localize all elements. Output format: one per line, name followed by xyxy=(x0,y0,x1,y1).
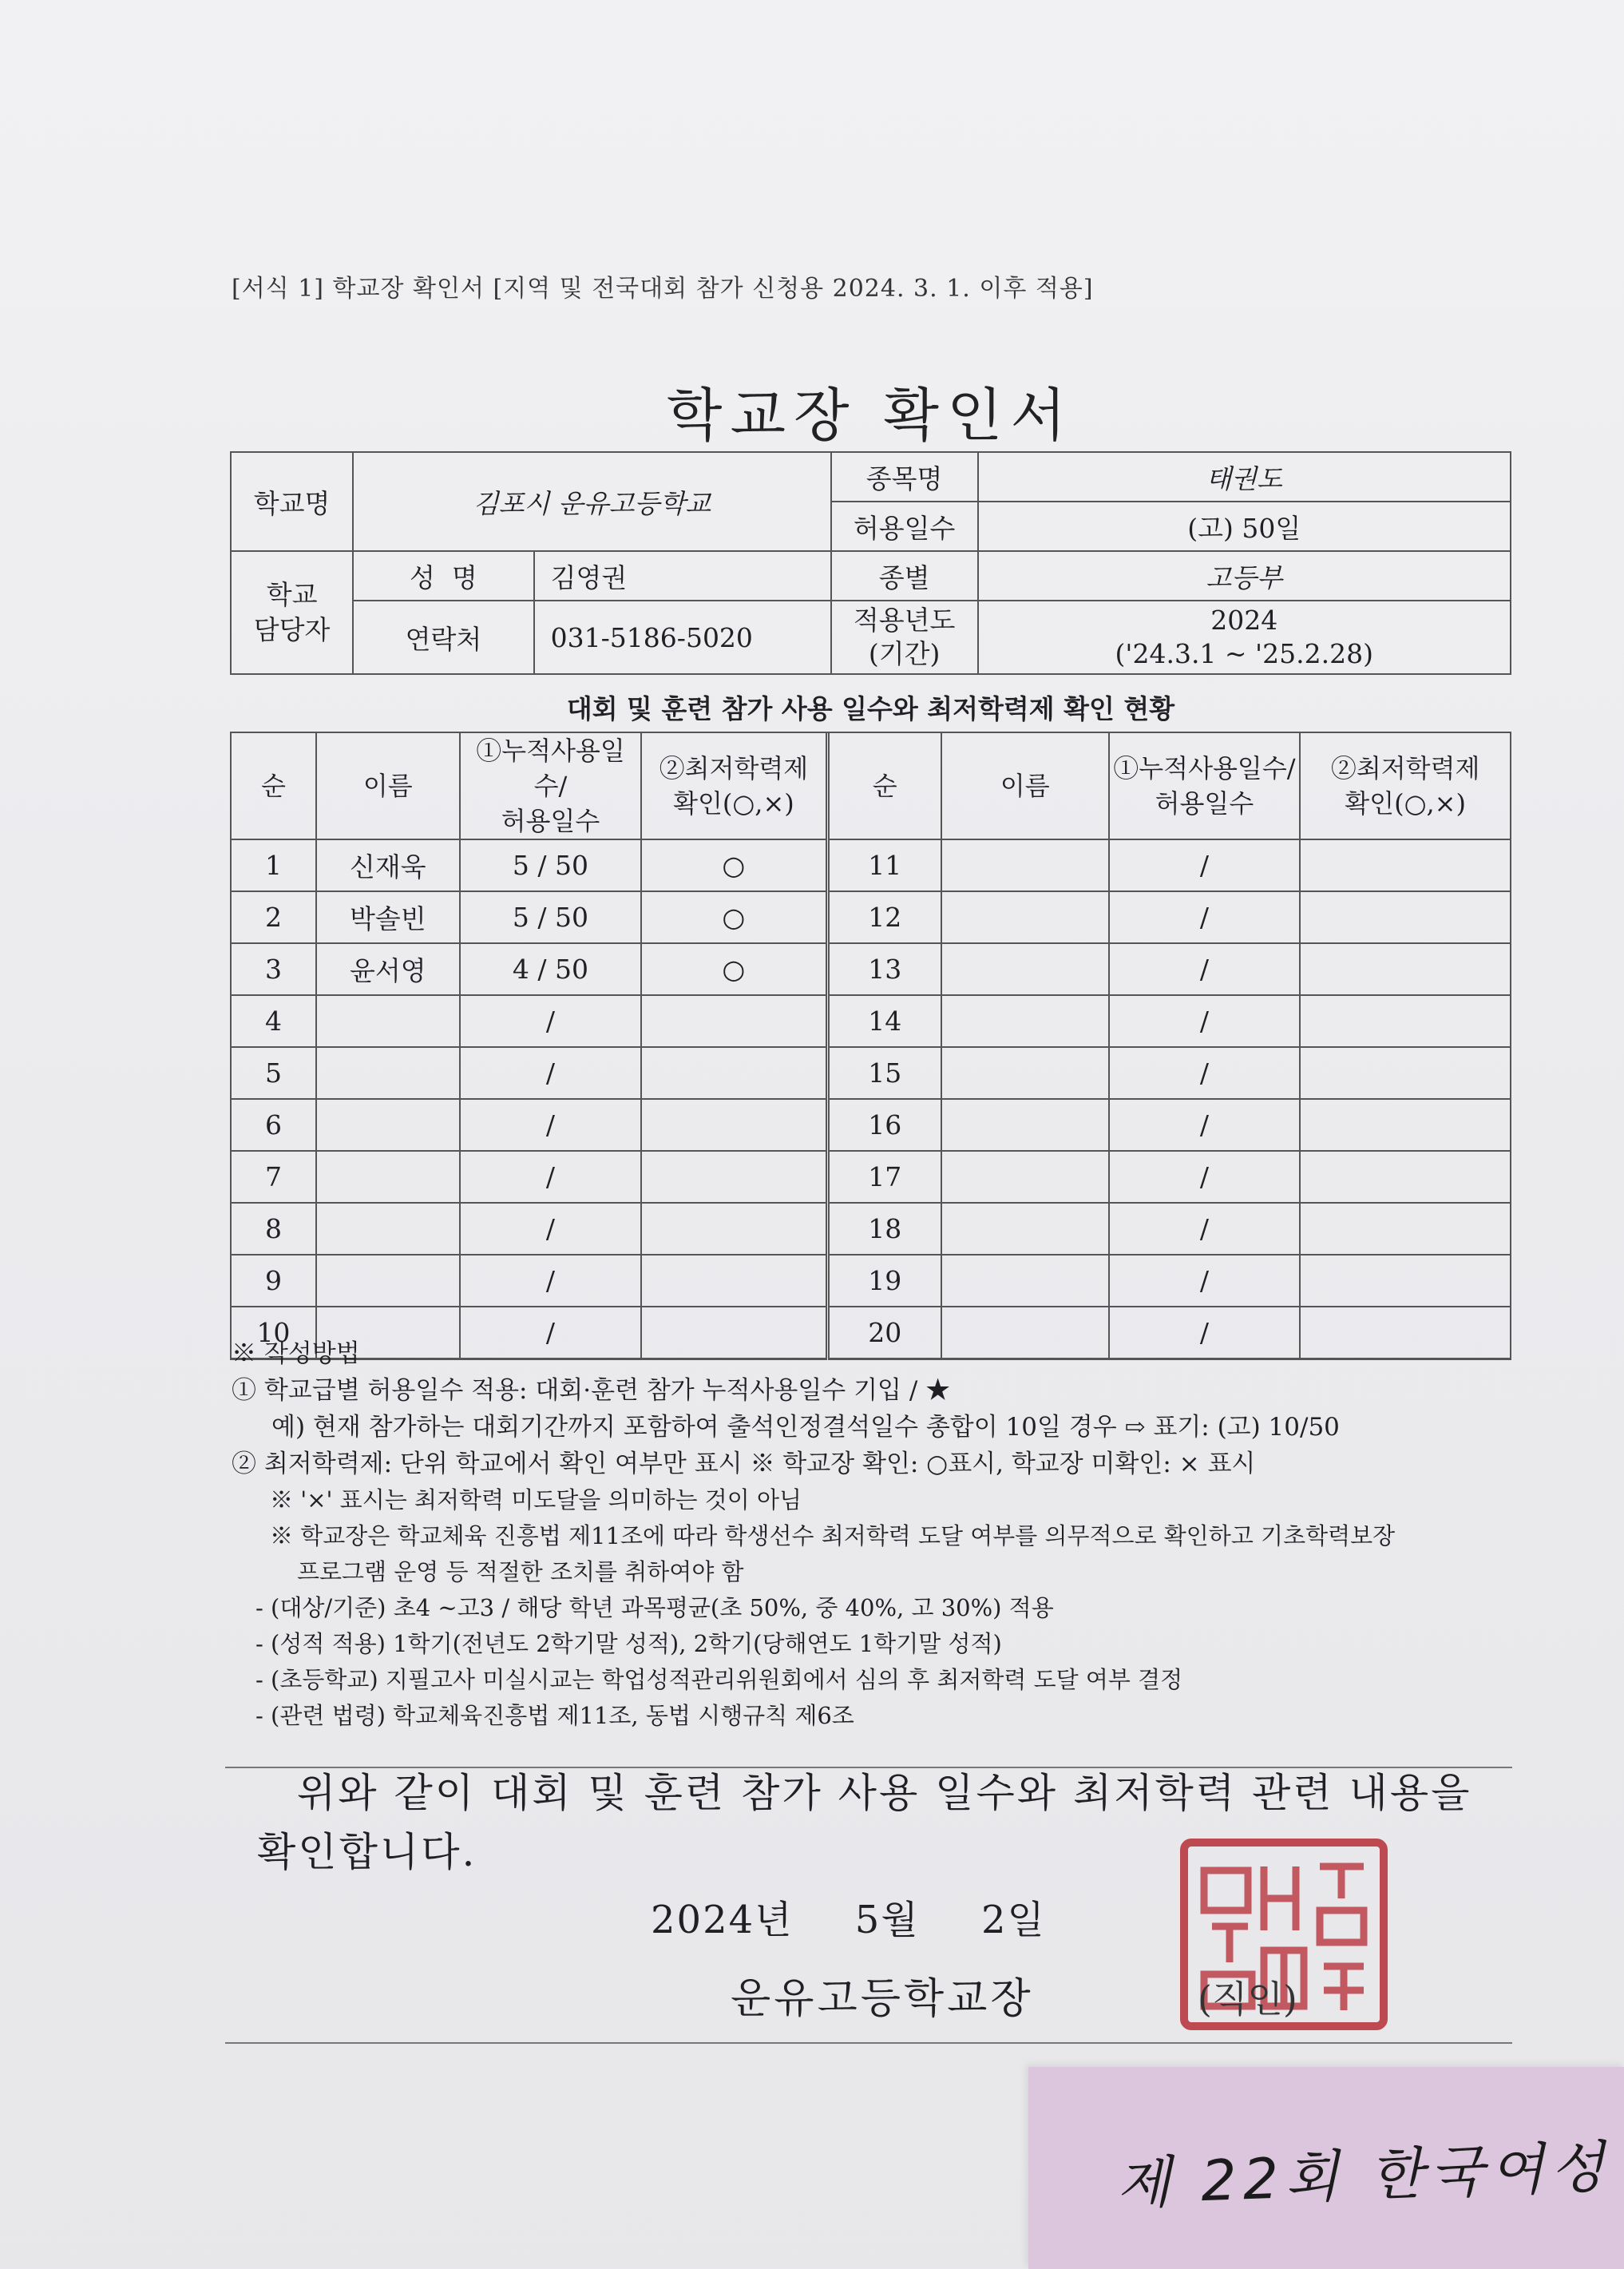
cell-days: / xyxy=(1109,1255,1301,1307)
cell-check xyxy=(641,1203,827,1255)
year-value: 2024 xyxy=(1210,605,1278,636)
cell-check xyxy=(1300,1099,1511,1151)
cell-name xyxy=(316,1047,460,1099)
cell-no: 4 xyxy=(231,995,316,1047)
notes xyxy=(232,1335,1395,1734)
cell-days: 5 / 50 xyxy=(460,839,642,891)
confirm-text: 위와 같이 대회 및 훈련 참가 사용 일수와 최저학력 관련 내용을 확인합니다. xyxy=(257,1770,1472,1875)
cell-no: 20 xyxy=(827,1307,941,1359)
col-check: ②최저학력제 확인(○,×) xyxy=(1300,732,1511,839)
note-2-a: ※ '×' 표시는 최저학력 미도달을 의미하는 것이 아님 xyxy=(270,1486,802,1513)
date-day: 2일 xyxy=(980,1898,1046,1942)
cell-no: 15 xyxy=(827,1047,941,1099)
issue-date xyxy=(651,1889,1094,1944)
cell-no: 2 xyxy=(231,891,316,943)
principal-name: 운유고등학교장 xyxy=(731,1975,1034,2023)
note-2: ② 최저학력제: 단위 학교에서 확인 여부만 표시 ※ 학교장 확인: ○표시, 학교장 미확인: × 표시 xyxy=(232,1450,1256,1478)
cell-name xyxy=(941,1255,1109,1307)
cell-no: 18 xyxy=(827,1203,941,1255)
category-label: 종별 xyxy=(831,551,978,601)
cell-days: / xyxy=(460,1255,642,1307)
cell-no: 19 xyxy=(827,1255,941,1307)
col-check: ②최저학력제 확인(○,×) xyxy=(641,732,827,839)
cell-no: 11 xyxy=(827,839,941,891)
col-name: 이름 xyxy=(316,732,460,839)
table-row xyxy=(231,839,1511,891)
contact-label: 연락처 xyxy=(353,601,533,674)
cell-no: 1 xyxy=(231,839,316,891)
cell-name xyxy=(941,839,1109,891)
cell-no: 16 xyxy=(827,1099,941,1151)
notes-heading: ※ 작성방법 xyxy=(232,1339,360,1368)
page-title: 학교장 확인서 xyxy=(666,382,1075,449)
cell-name xyxy=(941,1151,1109,1203)
cell-days: / xyxy=(460,995,642,1047)
cell-no: 10 xyxy=(231,1307,316,1359)
cell-name xyxy=(316,995,460,1047)
cell-days: / xyxy=(1109,1047,1301,1099)
cell-days: / xyxy=(460,1047,642,1099)
cell-no: 7 xyxy=(231,1151,316,1203)
cell-check xyxy=(641,1255,827,1307)
period-value: ('24.3.1 ~ '25.2.28) xyxy=(1115,638,1373,669)
col-days: ①누적사용일수/ 허용일수 xyxy=(1109,732,1301,839)
cell-check xyxy=(1300,1151,1511,1203)
cell-check xyxy=(641,995,827,1047)
cell-check xyxy=(1300,995,1511,1047)
cell-days: / xyxy=(1109,839,1301,891)
cell-check xyxy=(641,1151,827,1203)
note-detail-2: - (성적 적용) 1학기(전년도 2학기말 성적), 2학기(당해연도 1학기말 성적) xyxy=(255,1630,1002,1657)
name-value: 김영권 xyxy=(534,551,831,601)
table-row xyxy=(231,1203,1511,1255)
category-value: 고등부 xyxy=(978,551,1511,601)
cell-check xyxy=(1300,1047,1511,1099)
school-value: 김포시 운유고등학교 xyxy=(353,452,831,551)
name-label: 성 명 xyxy=(353,551,533,601)
divider-bottom xyxy=(225,2042,1512,2044)
cell-days: / xyxy=(460,1099,642,1151)
cell-name xyxy=(941,995,1109,1047)
cell-name xyxy=(316,1255,460,1307)
allowed-days-value: (고) 50일 xyxy=(978,502,1511,551)
cell-name xyxy=(941,943,1109,995)
year-cell xyxy=(978,601,1511,674)
cell-name xyxy=(316,1203,460,1255)
date-year: 2024년 xyxy=(651,1898,794,1942)
cell-name: 윤서영 xyxy=(316,943,460,995)
cell-name xyxy=(941,1099,1109,1151)
table-row xyxy=(231,1151,1511,1203)
col-no: 순 xyxy=(231,732,316,839)
cell-check xyxy=(1300,891,1511,943)
table-row xyxy=(231,1099,1511,1151)
note-detail-3: - (초등학교) 지필고사 미실시교는 학업성적관리위원회에서 심의 후 최저학력 도달 여부 결정 xyxy=(255,1666,1183,1693)
note-2-b: ※ 학교장은 학교체육 진흥법 제11조에 따라 학생선수 최저학력 도달 여부를 의무적으로 확인하고 기초학력보장 xyxy=(270,1522,1396,1549)
cell-days: / xyxy=(1109,891,1301,943)
cell-check xyxy=(1300,943,1511,995)
cell-no: 3 xyxy=(231,943,316,995)
cell-name xyxy=(941,1203,1109,1255)
cell-check xyxy=(1300,1255,1511,1307)
cell-no: 8 xyxy=(231,1203,316,1255)
cell-days: / xyxy=(1109,1307,1301,1359)
cell-check xyxy=(1300,839,1511,891)
cell-no: 6 xyxy=(231,1099,316,1151)
sticky-note-text: 제 22회 한국여성 xyxy=(1115,2134,1612,2217)
cell-days: 5 / 50 xyxy=(460,891,642,943)
note-detail-4: - (관련 법령) 학교체육진흥법 제11조, 동법 시행규칙 제6조 xyxy=(255,1702,854,1729)
cell-name xyxy=(316,1099,460,1151)
cell-name xyxy=(941,1047,1109,1099)
allowed-days-label: 허용일수 xyxy=(831,502,978,551)
cell-no: 17 xyxy=(827,1151,941,1203)
cell-no: 5 xyxy=(231,1047,316,1099)
info-table xyxy=(230,451,1511,675)
cell-check: ○ xyxy=(641,839,827,891)
cell-check xyxy=(641,1047,827,1099)
event-value: 태권도 xyxy=(978,452,1511,502)
cell-days: / xyxy=(1109,995,1301,1047)
cell-name xyxy=(316,1151,460,1203)
cell-name: 박솔빈 xyxy=(316,891,460,943)
cell-days: / xyxy=(1109,1203,1301,1255)
cell-no: 13 xyxy=(827,943,941,995)
section-title: 대회 및 훈련 참가 사용 일수와 최저학력제 확인 현황 xyxy=(230,687,1511,733)
cell-days: / xyxy=(460,1307,642,1359)
col-name: 이름 xyxy=(941,732,1109,839)
cell-days: / xyxy=(1109,1151,1301,1203)
date-month: 5월 xyxy=(854,1898,920,1942)
note-1: ① 학교급별 허용일수 적용: 대회·훈련 참가 누적사용일수 기입 / ★ xyxy=(232,1376,951,1405)
cell-days: / xyxy=(460,1151,642,1203)
cell-no: 14 xyxy=(827,995,941,1047)
manager-label: 학교 담당자 xyxy=(231,551,353,674)
school-label: 학교명 xyxy=(231,452,353,551)
cell-no: 12 xyxy=(827,891,941,943)
cell-days: / xyxy=(1109,1099,1301,1151)
col-no: 순 xyxy=(827,732,941,839)
event-label: 종목명 xyxy=(831,452,978,502)
cell-check: ○ xyxy=(641,891,827,943)
cell-check xyxy=(641,1099,827,1151)
cell-check: ○ xyxy=(641,943,827,995)
note-detail-1: - (대상/기준) 초4 ~고3 / 해당 학년 과목평균(초 50%, 중 40%, 고 30%) 적용 xyxy=(255,1594,1054,1621)
note-1-example: 예) 현재 참가하는 대회기간까지 포함하여 출석인정결석일수 총합이 10일 경우 ⇨ 표기: (고) 10/50 xyxy=(271,1413,1340,1442)
seal-label: (직인) xyxy=(1198,1977,1297,2021)
usage-table xyxy=(230,732,1511,1360)
note-2-b-cont: 프로그램 운영 등 적절한 조치를 취하여야 함 xyxy=(297,1558,744,1585)
year-label: 적용년도 (기간) xyxy=(831,601,978,674)
cell-no: 9 xyxy=(231,1255,316,1307)
cell-check xyxy=(1300,1203,1511,1255)
table-row xyxy=(231,943,1511,995)
table-row xyxy=(231,995,1511,1047)
cell-days: / xyxy=(1109,943,1301,995)
col-days: ①누적사용일수/ 허용일수 xyxy=(460,732,642,839)
table-row xyxy=(231,891,1511,943)
table-row xyxy=(231,1047,1511,1099)
cell-days: 4 / 50 xyxy=(460,943,642,995)
table-row xyxy=(231,1255,1511,1307)
cell-name xyxy=(941,891,1109,943)
cell-name: 신재욱 xyxy=(316,839,460,891)
form-header: [서식 1] 학교장 확인서 [지역 및 전국대회 참가 신청용 2024. 3. 1. 이후 적용] xyxy=(232,275,1094,303)
contact-value: 031-5186-5020 xyxy=(534,601,831,674)
sticky-note xyxy=(1028,2067,1624,2269)
cell-days: / xyxy=(460,1203,642,1255)
